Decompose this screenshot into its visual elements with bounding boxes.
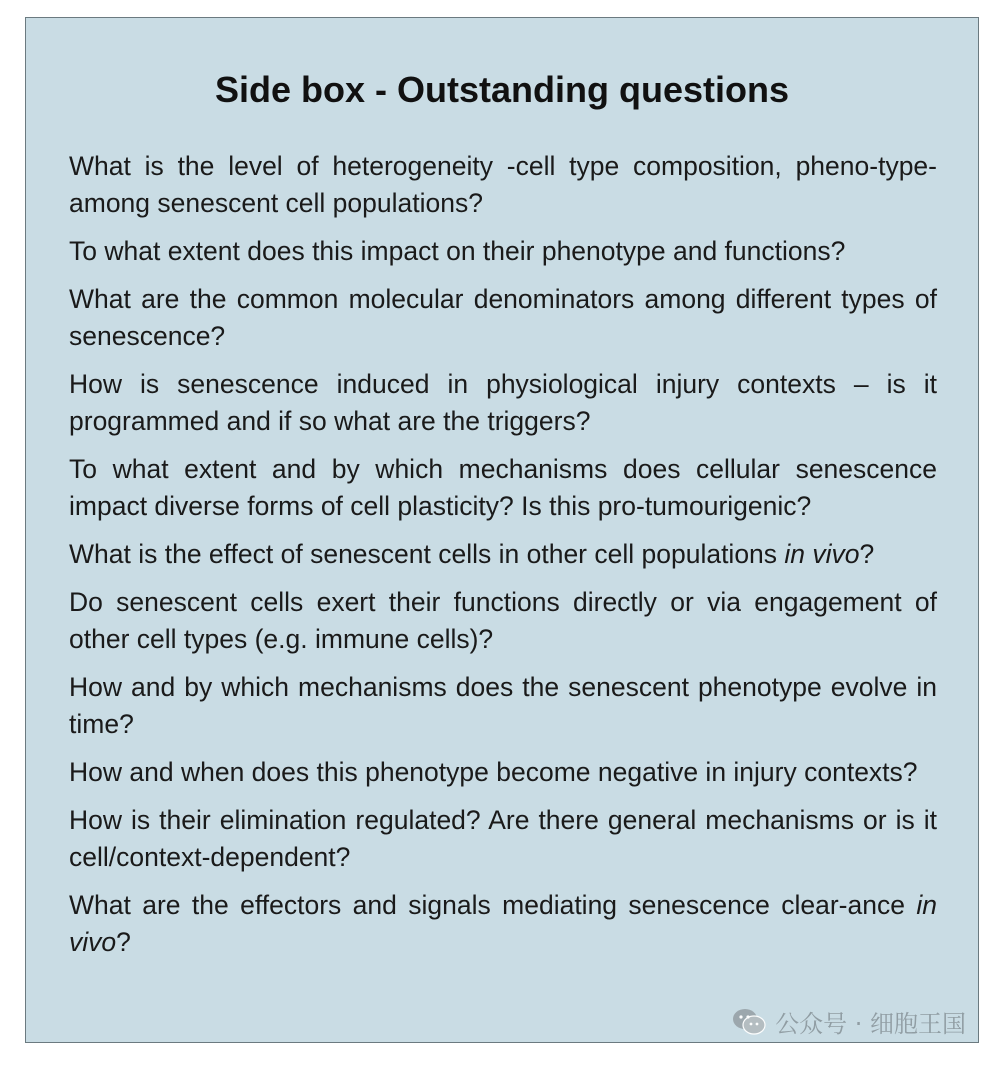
side-box xyxy=(25,17,979,1043)
question-text: How and when does this phenotype become negative in injury contexts? xyxy=(69,757,918,787)
question-item xyxy=(69,887,937,961)
question-text: What are the effectors and signals mediating senescence clear-ance xyxy=(69,890,917,920)
box-title: Side box - Outstanding questions xyxy=(214,69,789,110)
question-text: To what extent does this impact on their phenotype and functions? xyxy=(69,236,846,266)
italic-term: in vivo xyxy=(69,890,937,957)
question-item xyxy=(69,148,937,222)
question-item xyxy=(69,281,937,355)
watermark xyxy=(731,1004,966,1039)
question-item xyxy=(69,802,937,876)
question-list xyxy=(69,148,937,972)
watermark-text: 公众号 · 细胞王国 xyxy=(775,1010,966,1038)
question-item xyxy=(69,451,937,525)
question-text: To what extent and by which mechanisms does cellular senescence impact diverse forms of cell plasticity? Is this pro-tumourigenic? xyxy=(69,454,937,521)
question-item xyxy=(69,536,937,573)
wechat-icon xyxy=(731,1007,767,1037)
question-text: How and by which mechanisms does the senescent phenotype evolve in time? xyxy=(69,672,937,739)
question-item xyxy=(69,669,937,743)
question-text: What is the level of heterogeneity -cell type composition, pheno-type- among senescent cell populations? xyxy=(69,151,937,218)
question-item xyxy=(69,366,937,440)
question-text-end: ? xyxy=(116,927,131,957)
question-text: What is the effect of senescent cells in other cell populations xyxy=(69,539,785,569)
question-text: Do senescent cells exert their functions directly or via engagement of other cell types (e.g. immune cells)? xyxy=(69,587,937,654)
question-item xyxy=(69,233,937,270)
question-text: What are the common molecular denominators among different types of senescence? xyxy=(69,284,937,351)
italic-term: in vivo xyxy=(784,539,860,569)
question-item xyxy=(69,754,937,791)
question-item xyxy=(69,584,937,658)
question-text: How is senescence induced in physiological injury contexts – is it programmed and if so what are the triggers? xyxy=(69,369,937,436)
question-text: How is their elimination regulated? Are there general mechanisms or is it cell/context-dependent? xyxy=(69,805,937,872)
question-text-end: ? xyxy=(859,539,875,569)
